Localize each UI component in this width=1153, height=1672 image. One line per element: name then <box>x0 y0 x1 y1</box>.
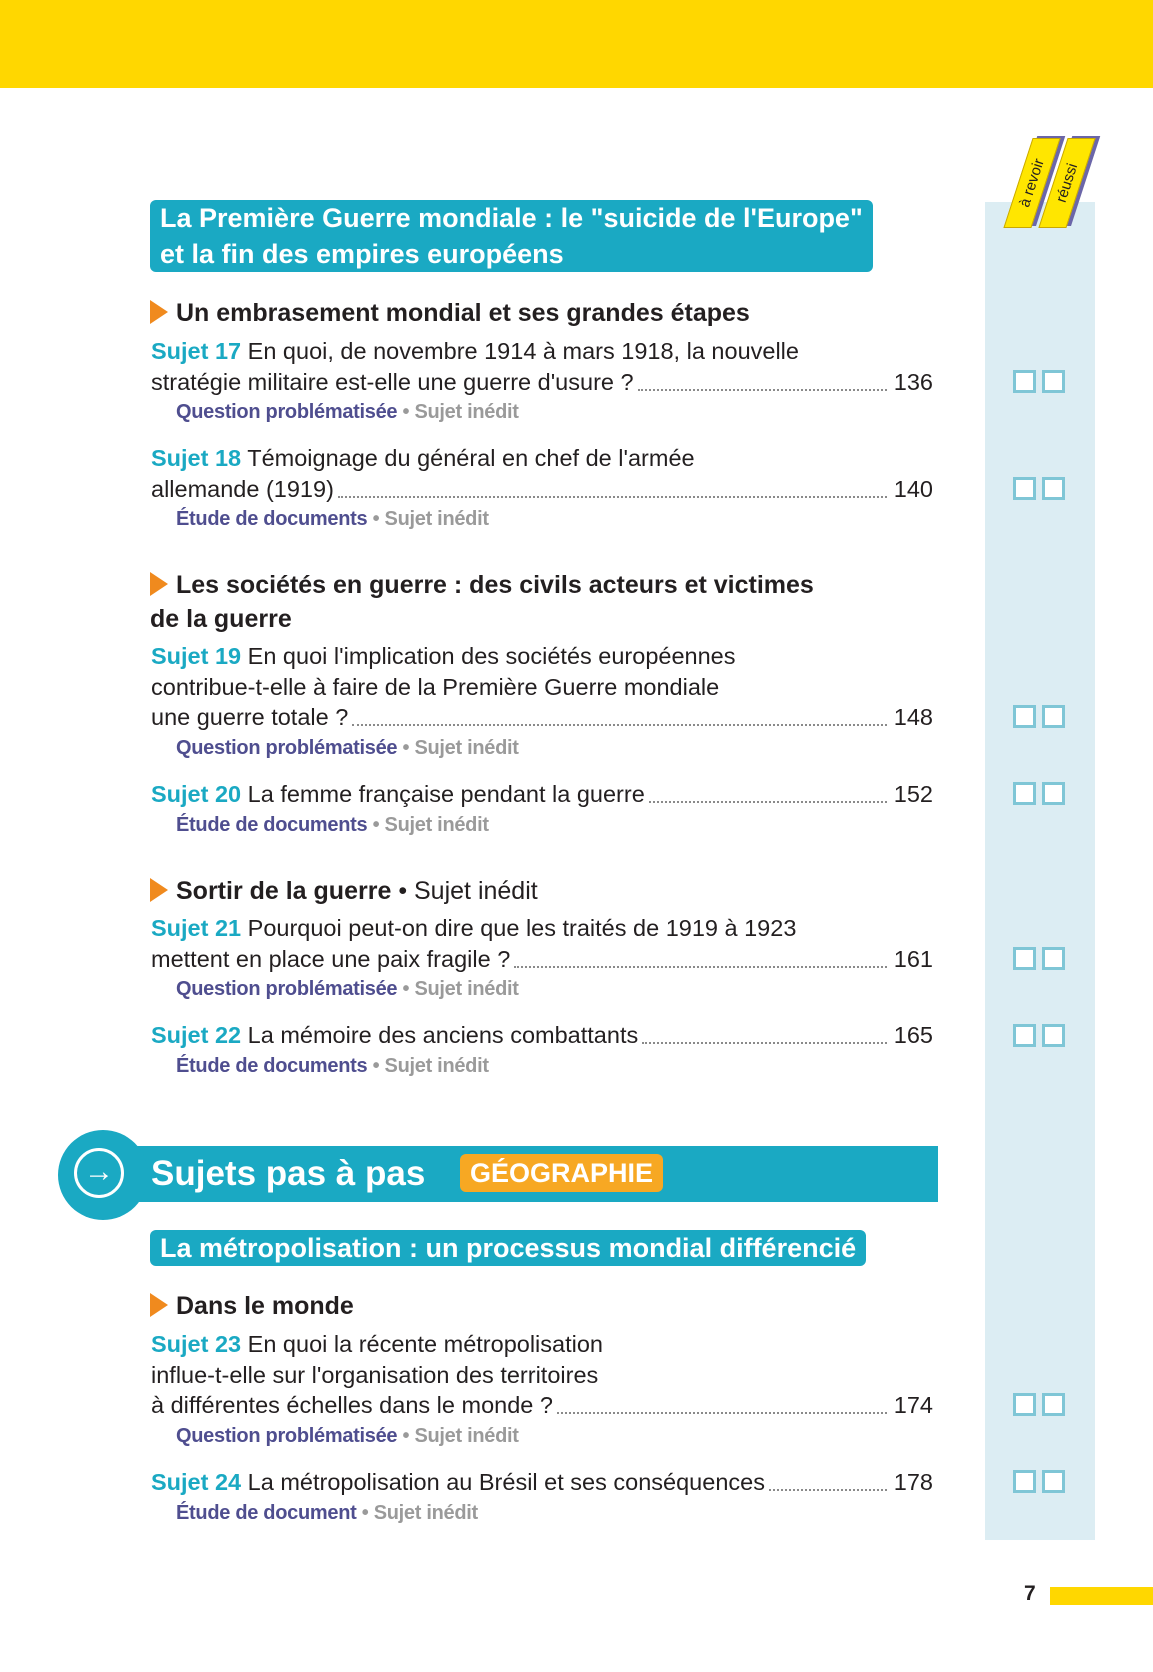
checkbox-reussi[interactable] <box>1042 947 1065 970</box>
header-bar <box>0 0 1153 88</box>
entry-type: Question problématisée <box>176 736 398 759</box>
entry-status: Sujet inédit <box>384 508 489 530</box>
entry-status: Sujet inédit <box>373 1501 478 1524</box>
entry-status: Sujet inédit <box>414 978 519 1000</box>
checkbox-pair[interactable] <box>1013 1470 1073 1492</box>
footer-bar <box>1050 1587 1153 1605</box>
checkbox-a-revoir[interactable] <box>1013 705 1036 728</box>
section-title: Un embrasement mondial et ses grandes étapes <box>176 299 750 327</box>
checkbox-a-revoir[interactable] <box>1013 1393 1036 1416</box>
page-number: 140 <box>893 475 933 502</box>
page-number: 136 <box>893 368 933 395</box>
entry-status: Sujet inédit <box>414 736 519 759</box>
dot-leader <box>352 724 887 726</box>
entry-text: influe-t-elle sur l'organisation des territoires <box>151 1361 599 1388</box>
section-title: Les sociétés en guerre : des civils acteurs et victimes <box>176 571 814 599</box>
subject-number: Sujet 22 <box>151 1022 242 1048</box>
checkbox-reussi[interactable] <box>1042 1393 1065 1416</box>
entry-type: Question problématisée <box>176 401 398 423</box>
toc-entry[interactable] <box>151 1020 933 1081</box>
subject-number: Sujet 19 <box>151 643 242 669</box>
subject-number: Sujet 23 <box>151 1331 242 1357</box>
page-number: 174 <box>893 1392 933 1418</box>
toc-entry[interactable] <box>151 1329 933 1451</box>
entry-text: La métropolisation au Brésil et ses conséquences <box>247 1469 765 1495</box>
checkbox-a-revoir[interactable] <box>1013 1024 1036 1047</box>
checkbox-pair[interactable] <box>1013 705 1073 727</box>
entry-text: Pourquoi peut-on dire que les traités de 1919 à 1923 <box>247 915 797 941</box>
triangle-bullet-icon <box>150 878 168 902</box>
page-number-footer: 7 <box>1024 1582 1036 1605</box>
dot-leader <box>638 389 887 391</box>
bullet: • <box>361 1501 369 1524</box>
section-title: Dans le monde <box>176 1292 354 1320</box>
checkbox-a-revoir[interactable] <box>1013 947 1036 970</box>
chapter-title-line: La Première Guerre mondiale : le "suicide de l'Europe" <box>160 203 863 233</box>
chapter-title <box>150 200 873 272</box>
checkbox-pair[interactable] <box>1013 782 1073 804</box>
checkbox-reussi[interactable] <box>1042 705 1065 728</box>
entry-type: Étude de documents <box>176 508 368 530</box>
section-status: • Sujet inédit <box>398 877 538 905</box>
subject-number: Sujet 20 <box>151 781 242 807</box>
bullet: • <box>372 1054 380 1077</box>
section-title: de la guerre <box>150 605 292 633</box>
toc-entry[interactable] <box>151 1467 933 1528</box>
entry-type: Étude de documents <box>176 1054 368 1077</box>
entry-text: contribue-t-elle à faire de la Première Guerre mondiale <box>151 673 720 700</box>
subject-number: Sujet 24 <box>151 1469 242 1495</box>
toc-entry[interactable] <box>151 641 933 763</box>
page-number: 148 <box>893 704 933 730</box>
checkbox-pair[interactable] <box>1013 370 1073 392</box>
checkbox-a-revoir[interactable] <box>1013 477 1036 500</box>
section-heading <box>150 568 814 636</box>
triangle-bullet-icon <box>150 1293 168 1317</box>
page-number: 161 <box>893 945 933 972</box>
checkbox-a-revoir[interactable] <box>1013 782 1036 805</box>
dot-leader <box>769 1489 887 1491</box>
triangle-bullet-icon <box>150 572 168 596</box>
entry-text: Témoignage du général en chef de l'armée <box>247 445 695 471</box>
tab-label: réussi <box>1052 161 1082 205</box>
entry-type: Question problématisée <box>176 1424 398 1447</box>
entry-text: En quoi, de novembre 1914 à mars 1918, la nouvelle <box>247 338 799 364</box>
entry-type: Étude de documents <box>176 813 368 836</box>
toc-entry[interactable] <box>151 443 933 534</box>
entry-text: La mémoire des anciens combattants <box>247 1022 639 1048</box>
chapter-title <box>150 1230 866 1266</box>
entry-text: En quoi l'implication des sociétés européennes <box>247 643 736 669</box>
page-number: 178 <box>893 1469 933 1495</box>
dot-leader <box>514 966 887 968</box>
toc-entry[interactable] <box>151 779 933 840</box>
checkbox-pair[interactable] <box>1013 477 1073 499</box>
checkbox-reussi[interactable] <box>1042 782 1065 805</box>
section-title: Sortir de la guerre <box>176 877 392 905</box>
bullet: • <box>372 813 380 836</box>
page-number: 165 <box>893 1022 933 1048</box>
entry-status: Sujet inédit <box>414 401 519 423</box>
dot-leader <box>557 1412 887 1414</box>
toc-entry[interactable] <box>151 913 933 1004</box>
bullet: • <box>402 401 410 423</box>
subject-number: Sujet 18 <box>151 445 242 471</box>
tab-label: à revoir <box>1016 156 1048 210</box>
dot-leader <box>642 1042 887 1044</box>
page-number: 152 <box>893 781 933 807</box>
triangle-bullet-icon <box>150 300 168 324</box>
entry-type: Question problématisée <box>176 978 398 1000</box>
entry-status: Sujet inédit <box>414 1424 519 1447</box>
entry-status: Sujet inédit <box>384 1054 489 1077</box>
chapter-title-line: et la fin des empires européens <box>160 239 564 269</box>
entry-text: allemande (1919) <box>151 475 334 502</box>
checkbox-a-revoir[interactable] <box>1013 1470 1036 1493</box>
bullet: • <box>402 736 410 759</box>
bullet: • <box>372 508 380 530</box>
banner-title: Sujets pas à pas <box>151 1154 426 1193</box>
entry-text: une guerre totale ? <box>151 704 349 730</box>
section-heading <box>150 874 538 908</box>
subject-number: Sujet 21 <box>151 915 242 941</box>
entry-text: En quoi la récente métropolisation <box>247 1331 603 1357</box>
dot-leader <box>338 496 887 498</box>
checkbox-reussi[interactable] <box>1042 1470 1065 1493</box>
checkbox-pair[interactable] <box>1013 1024 1073 1046</box>
entry-text: mettent en place une paix fragile ? <box>151 945 511 972</box>
subject-number: Sujet 17 <box>151 338 242 364</box>
section-heading <box>150 1289 354 1323</box>
checkbox-reussi[interactable] <box>1042 1024 1065 1047</box>
checkbox-reussi[interactable] <box>1042 477 1065 500</box>
progress-column <box>985 202 1095 1540</box>
arrow-right-circle-icon: → <box>74 1148 124 1198</box>
chapter-title-line: La métropolisation : un processus mondial différencié <box>160 1233 857 1263</box>
dot-leader <box>649 801 887 803</box>
entry-text: stratégie militaire est-elle une guerre d'usure ? <box>151 368 634 395</box>
section-heading <box>150 296 750 330</box>
checkbox-pair[interactable] <box>1013 947 1073 969</box>
toc-entry[interactable] <box>151 336 933 427</box>
entry-text: La femme française pendant la guerre <box>247 781 645 807</box>
bullet: • <box>402 978 410 1000</box>
subject-badge: GÉOGRAPHIE <box>460 1154 663 1192</box>
checkbox-reussi[interactable] <box>1042 370 1065 393</box>
checkbox-a-revoir[interactable] <box>1013 370 1036 393</box>
entry-text: à différentes échelles dans le monde ? <box>151 1392 553 1418</box>
entry-status: Sujet inédit <box>384 813 489 836</box>
entry-type: Étude de document <box>176 1501 357 1524</box>
checkbox-pair[interactable] <box>1013 1393 1073 1415</box>
bullet: • <box>402 1424 410 1447</box>
